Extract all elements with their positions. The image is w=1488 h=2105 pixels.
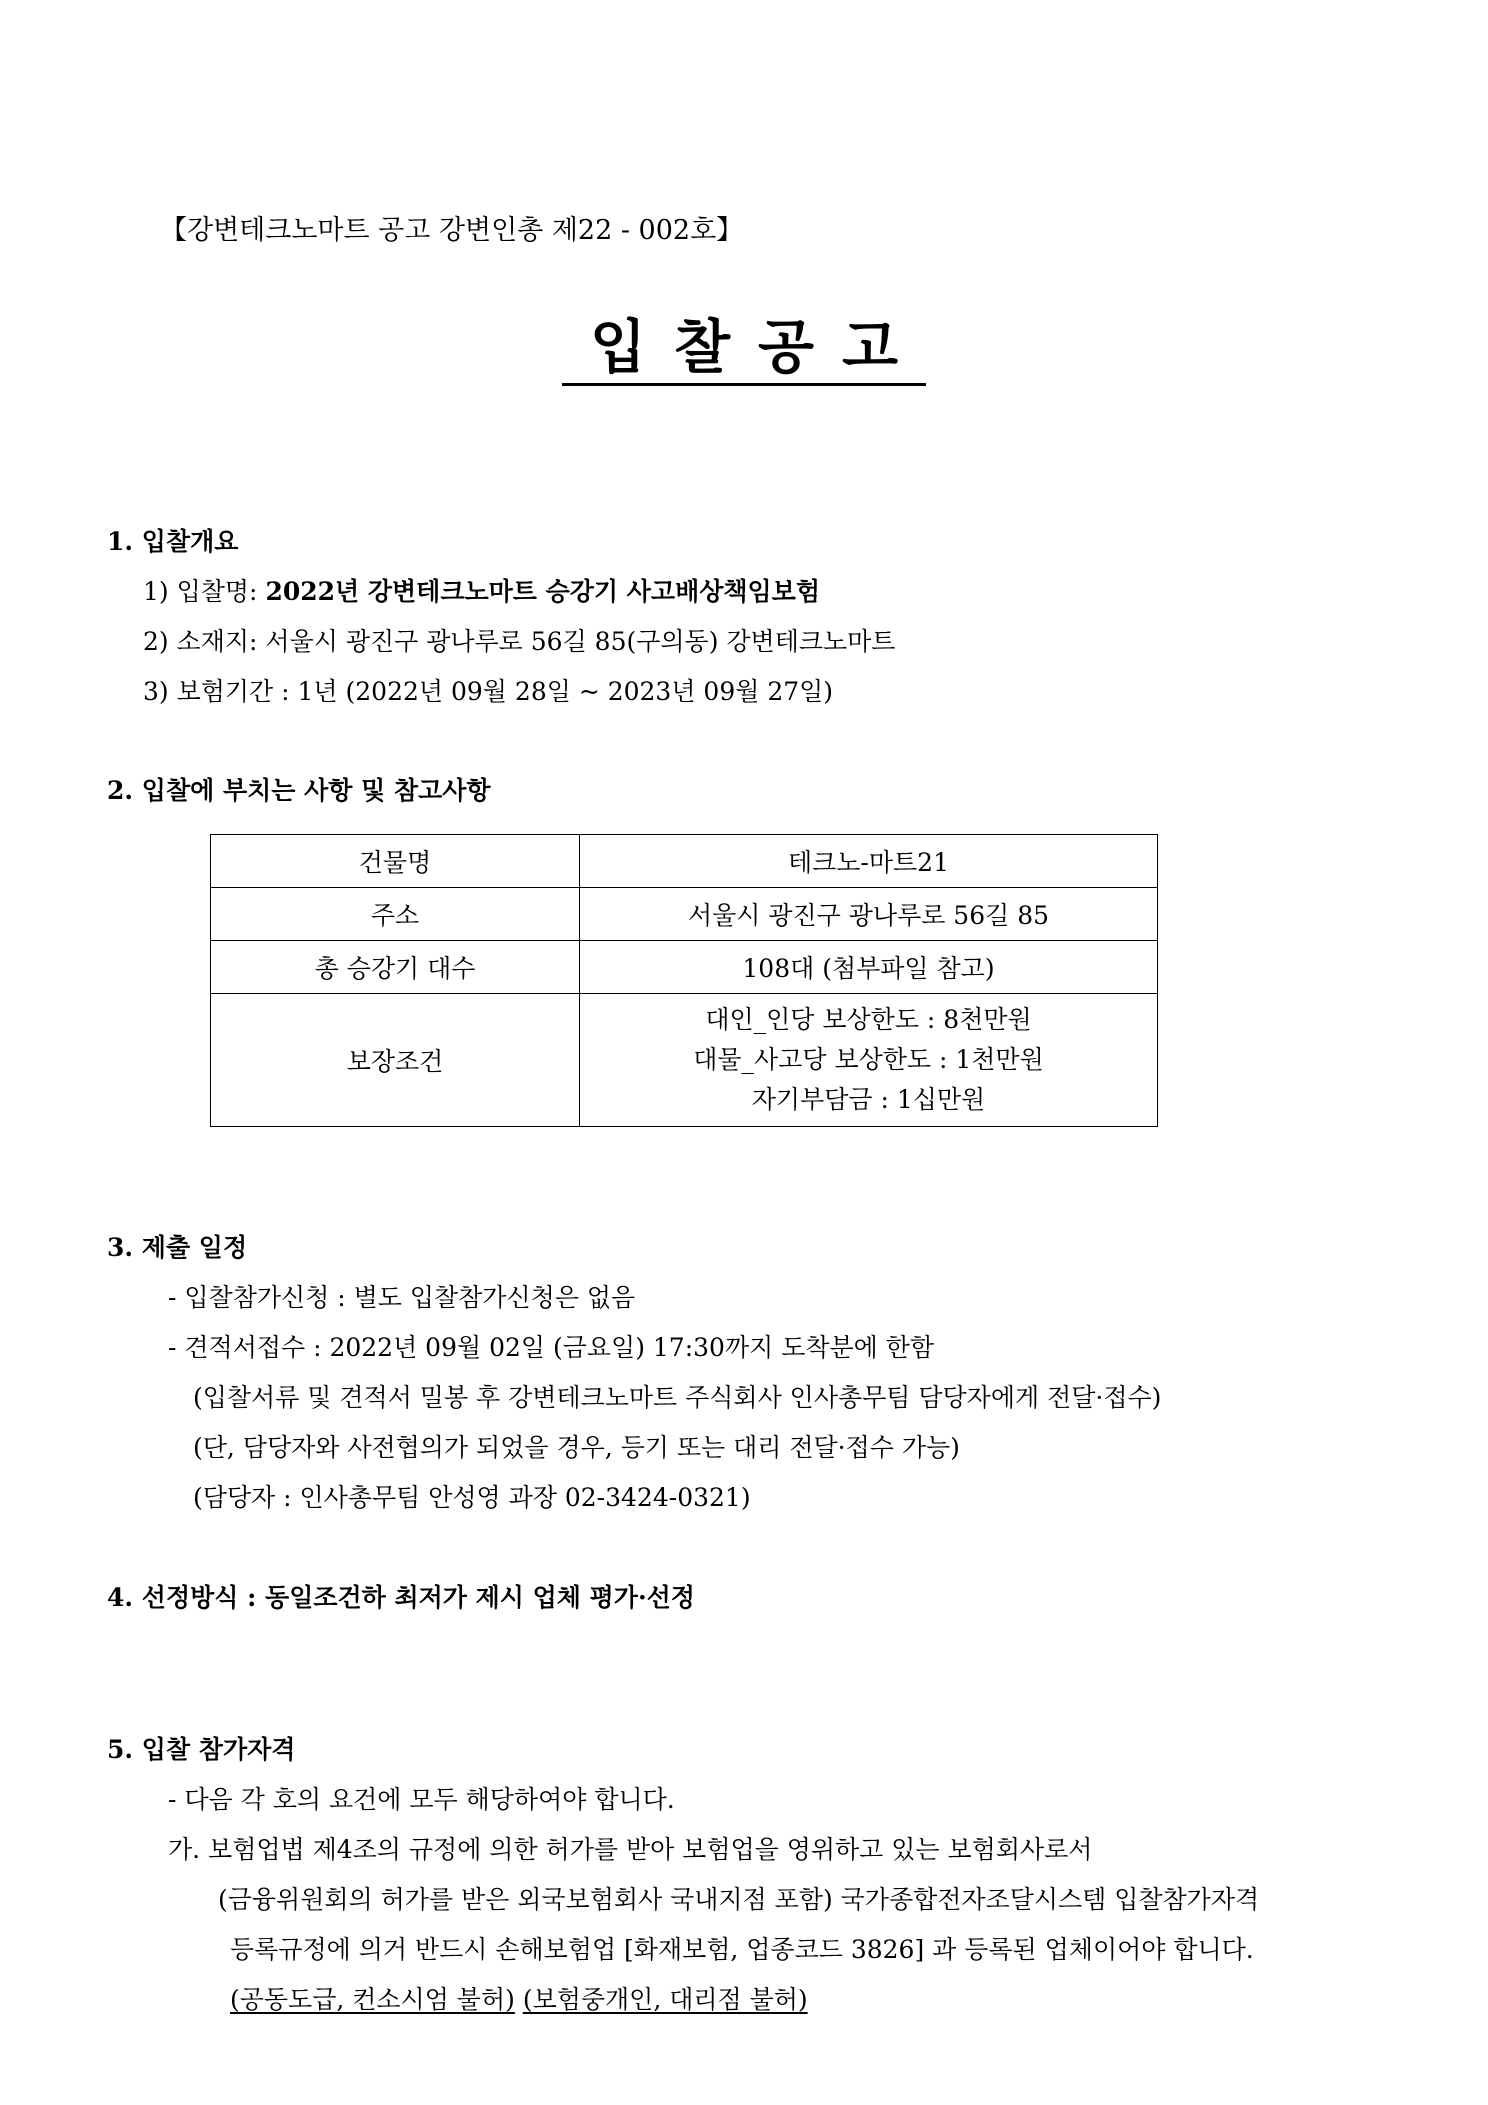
schedule-line: - 견적서접수 : 2022년 09월 02일 (금요일) 17:30까지 도착분에 한함 [168, 1333, 935, 1362]
insurance-period-line: 3) 보험기간 : 1년 (2022년 09월 28일 ~ 2023년 09월 27일) [143, 677, 834, 706]
schedule-line: (입찰서류 및 견적서 밀봉 후 강변테크노마트 주식회사 인사총무팀 담당자에게 전달·접수) [193, 1383, 1162, 1412]
coverage-line: 대인_인당 보상한도 : 8천만원 [705, 1005, 1032, 1034]
qualification-line: - 다음 각 호의 요건에 모두 해당하여야 합니다. [168, 1785, 675, 1814]
page-title: 입찰공고 [0, 300, 1488, 384]
coverage-line: 대물_사고당 보상한도 : 1천만원 [693, 1045, 1044, 1074]
section-3-heading: 3. 제출 일정 [107, 1233, 248, 1262]
table-value: 108대 (첨부파일 참고) [580, 941, 1158, 994]
section-5-heading: 5. 입찰 참가자격 [107, 1735, 296, 1764]
broker-restriction: (보험중개인, 대리점 불허) [522, 1985, 808, 2014]
qualification-line: 등록규정에 의거 반드시 손해보험업 [화재보험, 업종코드 3826] 과 등록된 업체이어야 합니다. [230, 1935, 1254, 1964]
bid-name-line [143, 572, 820, 608]
table-row [211, 888, 1158, 941]
qualification-line: 가. 보험업법 제4조의 규정에 의한 허가를 받아 보험업을 영위하고 있는 보험회사로서 [168, 1835, 1093, 1864]
table-key: 보장조건 [211, 994, 580, 1127]
schedule-line: - 입찰참가신청 : 별도 입찰참가신청은 없음 [168, 1283, 636, 1312]
table-key: 주소 [211, 888, 580, 941]
section-4-heading: 4. 선정방식 : 동일조건하 최저가 제시 업체 평가·선정 [107, 1583, 695, 1612]
schedule-line: (단, 담당자와 사전협의가 되었을 경우, 등기 또는 대리 전달·접수 가능) [193, 1433, 960, 1462]
notice-number: 【강변테크노마트 공고 강변인총 제22 - 002호】 [160, 215, 744, 246]
restriction-line [230, 1980, 808, 2016]
section-1-heading: 1. 입찰개요 [107, 527, 239, 556]
bid-name-label: 1) 입찰명: [143, 577, 266, 606]
coverage-line: 자기부담금 : 1십만원 [751, 1085, 986, 1114]
qualification-line: (금융위원회의 허가를 받은 외국보험회사 국내지점 포함) 국가종합전자조달시스템 입찰참가자격 [218, 1885, 1260, 1914]
bid-name-value: 2022년 강변테크노마트 승강기 사고배상책임보험 [265, 577, 820, 606]
bid-info-table [210, 834, 1158, 1127]
table-value: 서울시 광진구 광나루로 56길 85 [580, 888, 1158, 941]
table-key: 총 승강기 대수 [211, 941, 580, 994]
contact-line: (담당자 : 인사총무팀 안성영 과장 02-3424-0321) [193, 1483, 751, 1512]
location-line: 2) 소재지: 서울시 광진구 광나루로 56길 85(구의동) 강변테크노마트 [143, 627, 896, 656]
coverage-conditions [580, 994, 1158, 1127]
table-row [211, 835, 1158, 888]
section-2-heading: 2. 입찰에 부치는 사항 및 참고사항 [107, 776, 491, 805]
table-row [211, 994, 1158, 1127]
table-row [211, 941, 1158, 994]
table-key: 건물명 [211, 835, 580, 888]
joint-bid-restriction: (공동도급, 컨소시엄 불허) [230, 1985, 515, 2014]
table-value: 테크노-마트21 [580, 835, 1158, 888]
